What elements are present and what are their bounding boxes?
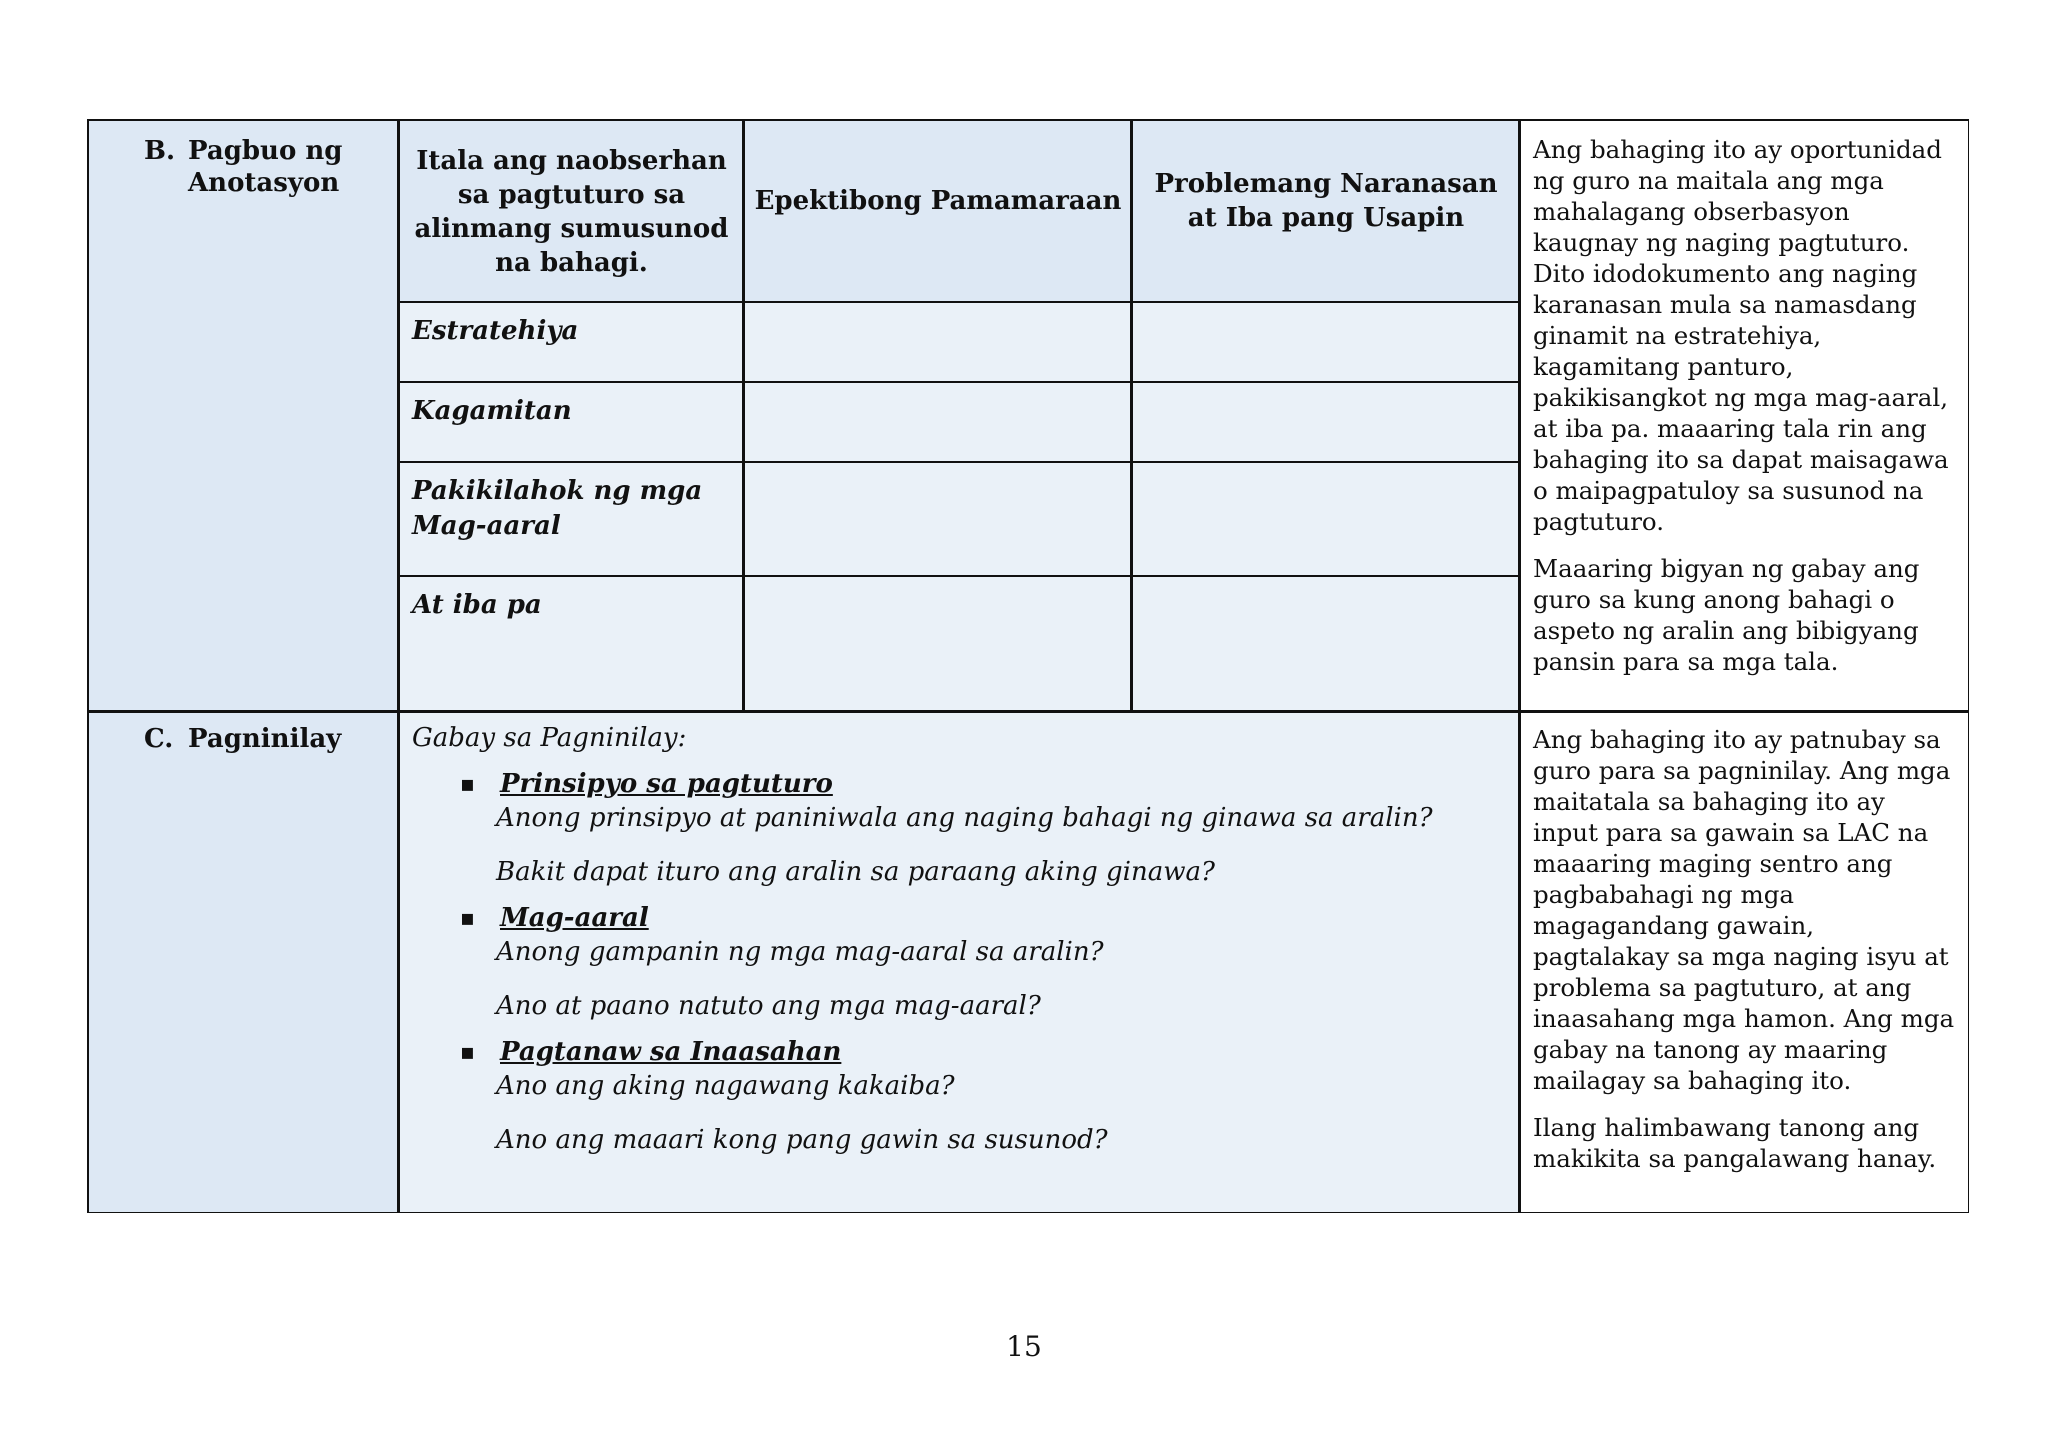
grid-line (399, 301, 1520, 303)
header-problems-cell: Problemang Naranasan at Iba pang Usapin (1132, 121, 1520, 281)
bullet-title: Prinsipyo sa pagtuturo (500, 769, 833, 799)
guide-question: Ano ang aking nagawang kakaiba? (496, 1071, 955, 1101)
section-c-note: Ang bahaging ito ay patnubay sa guro para sa pagninilay. Ang mga maitatala sa bahaging ito ay input para sa gawain sa LAC na maaaring maging sentro ang pagbabahagi ng mga magagandang gawain, pagtalakay sa mga naging isyu at problema sa pagtuturo, at ang inaasahang mga hamon. Ang mga gabay na tanong ay maaring mailagay sa bahaging ito. Ilang halimbawang tanong ang makikita sa pangalawang hanay. (1520, 711, 1968, 1212)
problems-cell-4[interactable] (1132, 576, 1520, 711)
guide-question: Ano ang maaari kong pang gawin sa susunod? (496, 1125, 1108, 1155)
bullet-icon: ▪ (460, 771, 475, 797)
aspect-estratehiya: Estratehiya (399, 302, 744, 382)
effective-cell-3[interactable] (744, 462, 1132, 576)
guide-intro: Gabay sa Pagninilay: (412, 723, 687, 753)
grid-line (1130, 121, 1133, 711)
grid-line (399, 381, 1520, 383)
effective-cell-1[interactable] (744, 302, 1132, 382)
grid-line (397, 121, 400, 1212)
grid-line (89, 710, 1968, 713)
section-b-label-cell (89, 121, 399, 711)
section-b-note: Ang bahaging ito ay oportunidad ng guro na maitala ang mga mahalagang obserbasyon kaugnay ng naging pagtuturo. Dito idodokumento ang naging karanasan mula sa namasdang ginamit na estratehiya, kagamitang panturo, pakikisangkot ng mga mag-aaral, at iba pa. maaaring tala rin ang bahaging ito sa dapat maisagawa o maipagpatuloy sa susunod na pagtuturo. Maaaring bigyan ng gabay ang guro sa kung anong bahagi o aspeto ng aralin ang bibigyang pansin para sa mga tala. (1520, 121, 1968, 711)
aspect-pakikilahok: Pakikilahok ng mga Mag-aaral (399, 462, 744, 576)
section-c-title: C. Pagninilay (144, 724, 342, 754)
guide-bullet-item (412, 767, 1507, 889)
grid-line (399, 575, 1520, 577)
header-aspect-cell: Itala ang naobserhan sa pagtuturo sa alinmang sumusunod na bahagi. (399, 121, 744, 302)
header-effective-cell: Epektibong Pamamaraan (744, 121, 1132, 281)
guide-question: Anong prinsipyo at paniniwala ang naging bahagi ng ginawa sa aralin? (496, 803, 1433, 833)
guide-bullet-item (412, 1035, 1507, 1157)
problems-cell-1[interactable] (1132, 302, 1520, 382)
guide-question: Ano at paano natuto ang mga mag-aaral? (496, 991, 1041, 1021)
reflection-guide-cell (399, 711, 1520, 1212)
guide-question: Anong gampanin ng mga mag-aaral sa aralin? (496, 937, 1104, 967)
bullet-title: Pagtanaw sa Inaasahan (500, 1037, 842, 1067)
section-b-title: B. Pagbuo ng Anotasyon (144, 136, 343, 198)
section-c-label-cell (89, 711, 399, 1212)
problems-cell-3[interactable] (1132, 462, 1520, 576)
bullet-title: Mag-aaral (500, 903, 649, 933)
section-c-letter: C. (144, 724, 174, 754)
effective-cell-4[interactable] (744, 576, 1132, 711)
section-b-letter: B. (144, 136, 176, 166)
bullet-icon: ▪ (460, 905, 475, 931)
grid-line (1518, 121, 1521, 1212)
effective-cell-2[interactable] (744, 382, 1132, 462)
guide-bullet-item (412, 901, 1507, 1023)
page-number: 15 (1006, 1330, 1042, 1363)
grid-line (742, 121, 745, 711)
aspect-kagamitan: Kagamitan (399, 382, 744, 462)
bullet-icon: ▪ (460, 1039, 475, 1065)
guide-question: Bakit dapat ituro ang aralin sa paraang aking ginawa? (496, 857, 1215, 887)
lesson-plan-table (87, 119, 1969, 1213)
grid-line (399, 461, 1520, 463)
aspect-at-iba-pa: At iba pa (399, 576, 744, 711)
problems-cell-2[interactable] (1132, 382, 1520, 462)
